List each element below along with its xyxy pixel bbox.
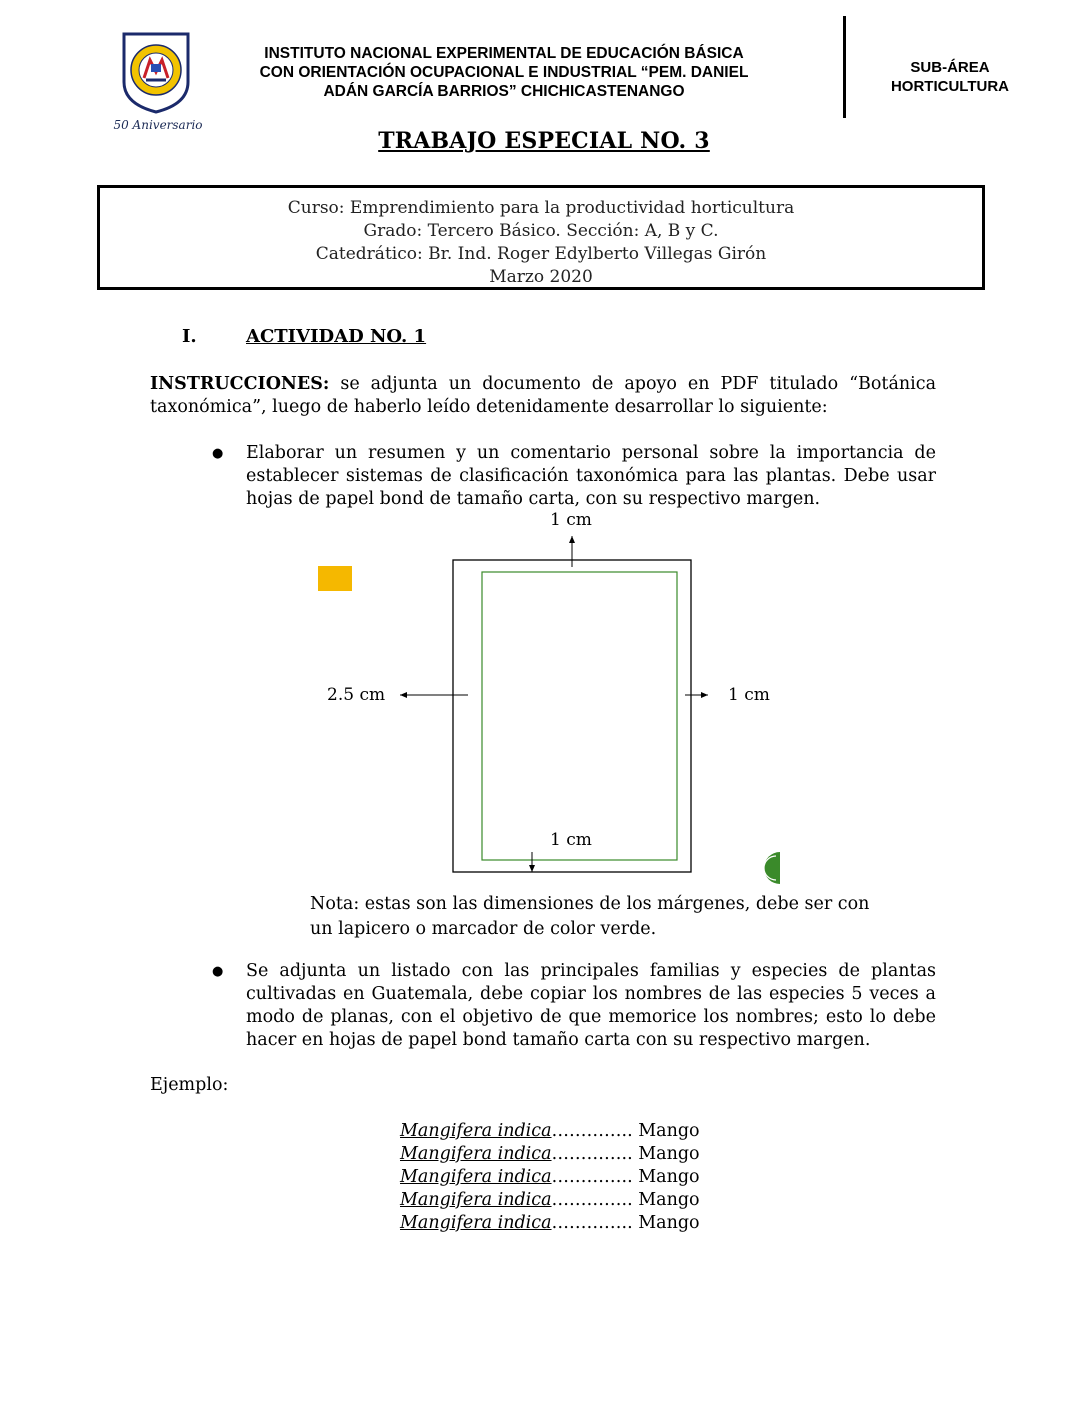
dim-left-label: 2.5 cm	[327, 685, 386, 705]
example-row	[400, 1120, 700, 1143]
example-row	[400, 1189, 700, 1212]
common-name: Mango	[632, 1190, 700, 1210]
common-name: Mango	[632, 1121, 700, 1141]
yellow-square	[318, 566, 352, 591]
dim-bottom-label: 1 cm	[550, 830, 592, 850]
dot-leader: …………..	[551, 1167, 633, 1187]
example-row	[400, 1143, 700, 1166]
scientific-name: Mangifera indica	[400, 1167, 552, 1187]
example-row	[400, 1212, 700, 1235]
page-title: TRABAJO ESPECIAL NO. 3	[378, 128, 710, 154]
common-name: Mango	[632, 1144, 700, 1164]
section-number: I.	[182, 326, 197, 347]
example-label: Ejemplo:	[150, 1075, 229, 1095]
institute-name	[214, 44, 794, 101]
subarea-line-1: SUB-ÁREA	[910, 59, 990, 76]
dot-leader: …………..	[551, 1121, 633, 1141]
course-info-box	[97, 185, 985, 290]
dot-leader: …………..	[551, 1190, 633, 1210]
margin-diagram	[300, 510, 800, 890]
bullet-icon: ●	[212, 446, 224, 461]
scientific-name: Mangifera indica	[400, 1213, 552, 1233]
dim-top-label: 1 cm	[550, 510, 592, 530]
institute-line-2: CON ORIENTACIÓN OCUPACIONAL E INDUSTRIAL “PEM. DANIEL	[259, 64, 749, 81]
dim-right-label: 1 cm	[728, 685, 770, 705]
section-title: ACTIVIDAD NO. 1	[246, 326, 427, 347]
subarea-line-2: HORTICULTURA	[890, 78, 1010, 95]
anniversary-text: 50 Aniversario	[113, 118, 203, 132]
bullet-item-2: Se adjunta un listado con las principales familias y especies de plantas cultivadas en Guatemala, debe copiar los nombres de las especies 5 veces a modo de planas, con el objetivo de que memorice los nombres; esto lo debe hacer en hojas de papel bond tamaño carta con su respectivo margen.	[246, 961, 936, 1050]
instructions-text: se adjunta un documento de apoyo en PDF titulado “Botánica taxonómica”, luego de haberlo leído detenidamente desarrollar lo siguiente:	[150, 374, 936, 417]
grade-section: Grado: Tercero Básico. Sección: A, B y C.	[363, 221, 719, 241]
teacher-name: Catedrático: Br. Ind. Roger Edylberto Villegas Girón	[315, 244, 767, 264]
course-name: Curso: Emprendimiento para la productividad horticultura	[287, 198, 795, 218]
date: Marzo 2020	[489, 267, 593, 287]
common-name: Mango	[632, 1213, 700, 1233]
subarea-label	[864, 58, 1036, 96]
common-name: Mango	[632, 1167, 700, 1187]
instructions-label: INSTRUCCIONES:	[150, 374, 330, 394]
instructions-paragraph	[150, 373, 936, 419]
dot-leader: …………..	[551, 1144, 633, 1164]
bullet-item-1: Elaborar un resumen y un comentario personal sobre la importancia de establecer sistemas de clasificación taxonómica para las plantas. Debe usar hojas de papel bond de tamaño carta, con su respectivo margen.	[246, 443, 936, 509]
school-logo	[120, 30, 192, 114]
note-text: Nota: estas son las dimensiones de los márgenes, debe ser con un lapicero o marcador de color verde.	[310, 894, 870, 939]
scientific-name: Mangifera indica	[400, 1144, 552, 1164]
page-outline	[453, 560, 691, 872]
bullet-icon: ●	[212, 964, 224, 979]
institute-line-3: ADÁN GARCÍA BARRIOS” CHICHICASTENANGO	[323, 83, 685, 100]
scientific-name: Mangifera indica	[400, 1190, 552, 1210]
green-margin	[482, 572, 677, 860]
dot-leader: …………..	[551, 1213, 633, 1233]
scientific-name: Mangifera indica	[400, 1121, 552, 1141]
example-list	[400, 1120, 700, 1235]
institute-line-1: INSTITUTO NACIONAL EXPERIMENTAL DE EDUCACIÓN BÁSICA	[264, 45, 744, 62]
header-divider	[843, 16, 846, 118]
example-row	[400, 1166, 700, 1189]
